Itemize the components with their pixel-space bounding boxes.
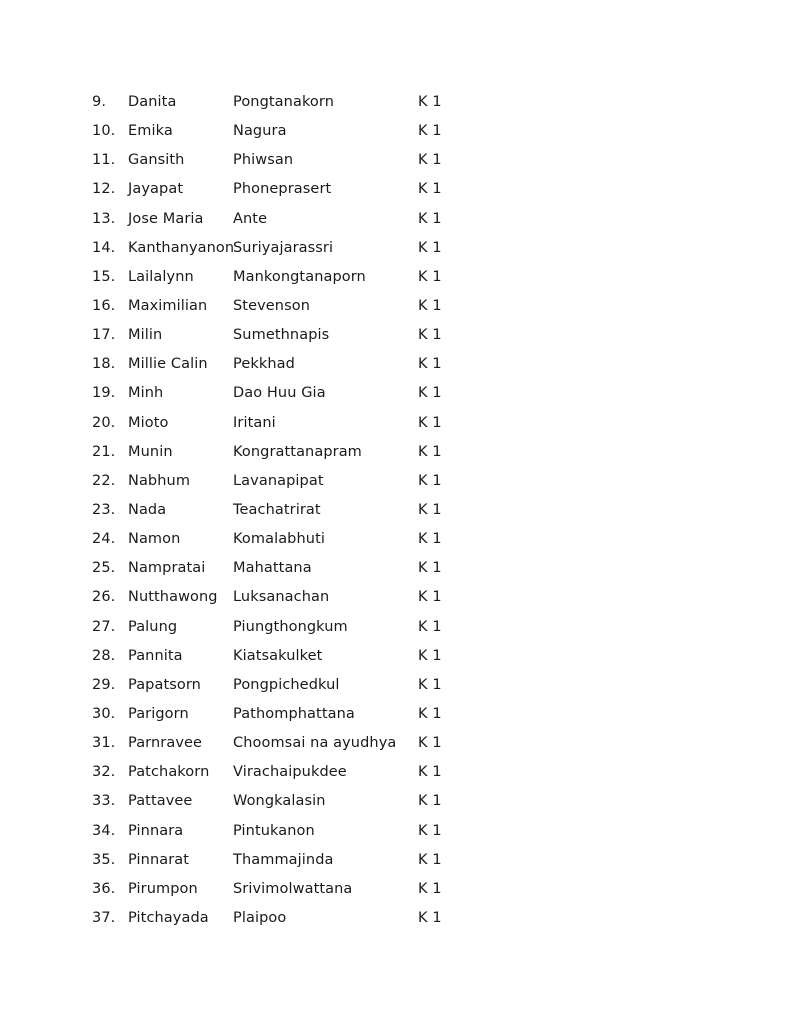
last-name: Phiwsan: [233, 152, 294, 169]
last-name: Pekkhad: [233, 356, 295, 373]
first-name: Emika: [128, 123, 173, 140]
first-name: Palung: [128, 618, 178, 635]
last-name: Phoneprasert: [233, 181, 332, 198]
first-name: Namon: [128, 531, 181, 548]
last-name: Luksanachan: [233, 589, 330, 606]
list-item: [0, 118, 791, 147]
row-number: 16.: [92, 297, 116, 314]
last-name: Pintukanon: [233, 822, 315, 839]
grade-level: K 1: [418, 531, 442, 548]
row-number: 33.: [92, 793, 116, 810]
grade-level: K 1: [418, 705, 442, 722]
list-item: [0, 293, 791, 322]
row-number: 27.: [92, 618, 116, 635]
list-item: [0, 322, 791, 351]
grade-level: K 1: [418, 589, 442, 606]
grade-level: K 1: [418, 909, 442, 926]
last-name: Piungthongkum: [233, 618, 348, 635]
grade-level: K 1: [418, 560, 442, 577]
row-number: 12.: [92, 181, 116, 198]
last-name: Ante: [233, 210, 268, 227]
first-name: Millie Calin: [128, 356, 208, 373]
last-name: Pongpichedkul: [233, 676, 340, 693]
grade-level: K 1: [418, 414, 442, 431]
list-item: [0, 235, 791, 264]
row-number: 34.: [92, 822, 116, 839]
list-item: [0, 147, 791, 176]
row-number: 32.: [92, 764, 116, 781]
row-number: 35.: [92, 851, 116, 868]
list-item: [0, 876, 791, 905]
first-name: Munin: [128, 443, 173, 460]
row-number: 29.: [92, 676, 116, 693]
list-item: [0, 410, 791, 439]
first-name: Papatsorn: [128, 676, 201, 693]
first-name: Nada: [128, 501, 167, 518]
list-item: [0, 730, 791, 759]
list-item: [0, 380, 791, 409]
grade-level: K 1: [418, 385, 442, 402]
last-name: Pathomphattana: [233, 705, 355, 722]
row-number: 20.: [92, 414, 116, 431]
grade-level: K 1: [418, 239, 442, 256]
grade-level: K 1: [418, 822, 442, 839]
first-name: Nabhum: [128, 472, 191, 489]
last-name: Pongtanakorn: [233, 94, 334, 110]
list-item: [0, 759, 791, 788]
row-number: 37.: [92, 909, 116, 926]
last-name: Choomsai na ayudhya: [233, 735, 397, 752]
first-name: Minh: [128, 385, 164, 402]
last-name: Teachatrirat: [233, 501, 321, 518]
last-name: Mahattana: [233, 560, 312, 577]
row-number: 14.: [92, 239, 116, 256]
row-number: 28.: [92, 647, 116, 664]
first-name: Milin: [128, 327, 163, 344]
row-number: 15.: [92, 268, 116, 285]
student-roster: [0, 89, 791, 934]
grade-level: K 1: [418, 735, 442, 752]
grade-level: K 1: [418, 152, 442, 169]
last-name: Dao Huu Gia: [233, 385, 326, 402]
list-item: [0, 264, 791, 293]
row-number: 23.: [92, 501, 116, 518]
grade-level: K 1: [418, 297, 442, 314]
last-name: Sumethnapis: [233, 327, 330, 344]
row-number: 9.: [92, 94, 107, 110]
last-name: Iritani: [233, 414, 276, 431]
last-name: Stevenson: [233, 297, 311, 314]
row-number: 13.: [92, 210, 116, 227]
row-number: 25.: [92, 560, 116, 577]
row-number: 30.: [92, 705, 116, 722]
last-name: Wongkalasin: [233, 793, 326, 810]
row-number: 19.: [92, 385, 116, 402]
first-name: Patchakorn: [128, 764, 210, 781]
row-number: 11.: [92, 152, 116, 169]
list-item: [0, 584, 791, 613]
first-name: Lailalynn: [128, 268, 194, 285]
list-item: [0, 526, 791, 555]
grade-level: K 1: [418, 793, 442, 810]
last-name: Suriyajarassri: [233, 239, 334, 256]
list-item: [0, 351, 791, 380]
list-item: [0, 439, 791, 468]
first-name: Maximilian: [128, 297, 208, 314]
first-name: Pinnara: [128, 822, 184, 839]
list-item: [0, 468, 791, 497]
grade-level: K 1: [418, 181, 442, 198]
grade-level: K 1: [418, 618, 442, 635]
first-name: Pattavee: [128, 793, 193, 810]
last-name: Srivimolwattana: [233, 880, 353, 897]
grade-level: K 1: [418, 676, 442, 693]
list-item: [0, 818, 791, 847]
last-name: Kiatsakulket: [233, 647, 323, 664]
first-name: Parnravee: [128, 735, 203, 752]
grade-level: K 1: [418, 647, 442, 664]
grade-level: K 1: [418, 356, 442, 373]
list-item: [0, 905, 791, 934]
first-name: Pannita: [128, 647, 183, 664]
list-item: [0, 176, 791, 205]
row-number: 21.: [92, 443, 116, 460]
last-name: Lavanapipat: [233, 472, 324, 489]
first-name: Pirumpon: [128, 880, 198, 897]
first-name: Jose Maria: [128, 210, 204, 227]
row-number: 26.: [92, 589, 116, 606]
row-number: 31.: [92, 735, 116, 752]
grade-level: K 1: [418, 501, 442, 518]
grade-level: K 1: [418, 268, 442, 285]
first-name: Parigorn: [128, 705, 189, 722]
row-number: 17.: [92, 327, 116, 344]
list-item: [0, 206, 791, 235]
list-item: [0, 89, 791, 118]
row-number: 18.: [92, 356, 116, 373]
last-name: Komalabhuti: [233, 531, 325, 548]
row-number: 24.: [92, 531, 116, 548]
last-name: Thammajinda: [233, 851, 334, 868]
last-name: Plaipoo: [233, 909, 287, 926]
first-name: Nampratai: [128, 560, 206, 577]
list-item: [0, 643, 791, 672]
row-number: 36.: [92, 880, 116, 897]
first-name: Pitchayada: [128, 909, 209, 926]
first-name: Kanthanyanon: [128, 239, 235, 256]
list-item: [0, 614, 791, 643]
grade-level: K 1: [418, 472, 442, 489]
grade-level: K 1: [418, 443, 442, 460]
first-name: Mioto: [128, 414, 169, 431]
last-name: Virachaipukdee: [233, 764, 347, 781]
list-item: [0, 497, 791, 526]
list-item: [0, 672, 791, 701]
row-number: 10.: [92, 123, 116, 140]
last-name: Kongrattanapram: [233, 443, 362, 460]
list-item: [0, 847, 791, 876]
grade-level: K 1: [418, 210, 442, 227]
row-number: 22.: [92, 472, 116, 489]
grade-level: K 1: [418, 94, 442, 110]
last-name: Mankongtanaporn: [233, 268, 366, 285]
first-name: Pinnarat: [128, 851, 190, 868]
first-name: Danita: [128, 94, 177, 110]
first-name: Gansith: [128, 152, 185, 169]
grade-level: K 1: [418, 851, 442, 868]
grade-level: K 1: [418, 880, 442, 897]
first-name: Nutthawong: [128, 589, 218, 606]
first-name: Jayapat: [128, 181, 184, 198]
list-item: [0, 701, 791, 730]
grade-level: K 1: [418, 123, 442, 140]
grade-level: K 1: [418, 764, 442, 781]
list-item: [0, 788, 791, 817]
last-name: Nagura: [233, 123, 287, 140]
grade-level: K 1: [418, 327, 442, 344]
list-item: [0, 555, 791, 584]
